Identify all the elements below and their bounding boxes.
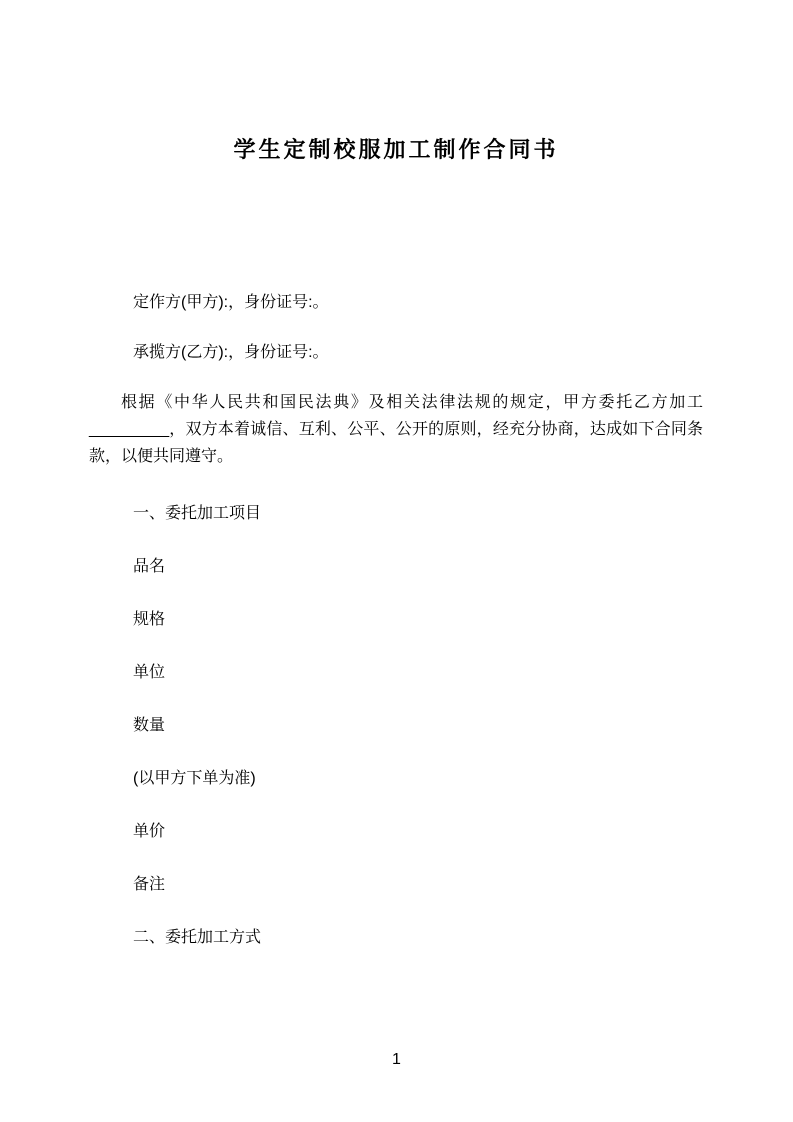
recital-paragraph: 根据《中华人民共和国民法典》及相关法律法规的规定，甲方委托乙方加工_________，双方本着诚信、互利、公平、公开的原则，经充分协商，达成如下合同条款，以便共同遵守。 [89,394,703,465]
party-a-line: 定作方(甲方):，身份证号:。 [133,294,329,311]
item-line-note: (以甲方下单为准) [133,770,256,787]
item-line-danjia: 单价 [133,823,166,840]
party-b-line: 承揽方(乙方):，身份证号:。 [133,344,329,361]
section-2-heading: 二、委托加工方式 [133,929,262,946]
item-line-shuliang: 数量 [133,717,166,734]
document-title: 学生定制校服加工制作合同书 [233,137,559,162]
item-line-beizhu: 备注 [133,876,166,893]
item-line-danwei: 单位 [133,664,166,681]
item-line-guige: 规格 [133,611,166,628]
page-number: 1 [392,1051,401,1068]
section-1-heading: 一、委托加工项目 [133,505,262,522]
item-line-pinming: 品名 [133,558,166,575]
